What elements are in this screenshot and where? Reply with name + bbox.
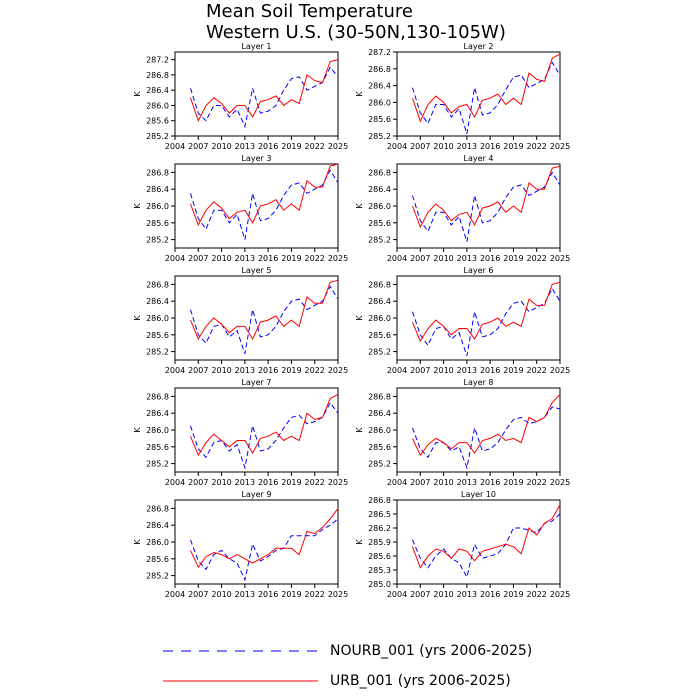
- y-tick-label: 286.8: [146, 70, 169, 80]
- y-tick-label: 286.4: [368, 81, 391, 91]
- y-tick-label: 287.2: [368, 48, 391, 57]
- legend-urb-label: URB_001 (yrs 2006-2025): [330, 673, 511, 689]
- x-tick-label: 2025: [327, 366, 349, 375]
- plot-frame: [175, 276, 338, 360]
- x-tick-label: 2007: [410, 590, 431, 599]
- x-tick-label: 2022: [304, 590, 325, 599]
- urb-series-line: [191, 60, 339, 121]
- panel-title: Layer 6: [463, 266, 494, 275]
- x-tick-label: 2007: [410, 142, 431, 151]
- y-tick-label: 286.4: [146, 521, 169, 531]
- y-tick-label: 286.4: [146, 86, 169, 96]
- x-tick-label: 2010: [211, 590, 232, 599]
- x-tick-label: 2013: [456, 254, 478, 263]
- y-tick-label: 286.4: [146, 185, 169, 195]
- x-tick-label: 2007: [188, 478, 209, 487]
- plot-frame: [397, 500, 560, 584]
- panel-layer-4: [355, 154, 570, 263]
- panel-title: Layer 2: [463, 42, 494, 51]
- urb-series-line: [191, 394, 339, 455]
- figure-title-line-2: Western U.S. (30-50N,130-105W): [206, 22, 506, 43]
- x-tick-label: 2007: [410, 254, 431, 263]
- x-tick-label: 2013: [456, 366, 478, 375]
- y-tick-label: 286.0: [146, 202, 169, 211]
- x-tick-label: 2007: [410, 478, 431, 487]
- x-tick-label: 2022: [304, 478, 325, 487]
- x-tick-label: 2022: [304, 142, 325, 151]
- y-axis-label: K: [355, 91, 364, 97]
- x-tick-label: 2010: [433, 142, 454, 151]
- y-axis-label: K: [133, 427, 142, 433]
- x-tick-label: 2004: [386, 366, 408, 375]
- x-tick-label: 2010: [433, 366, 454, 375]
- y-tick-label: 286.8: [368, 280, 391, 290]
- x-tick-label: 2004: [386, 254, 408, 263]
- panel-layer-10: [355, 490, 570, 599]
- x-tick-label: 2022: [304, 254, 325, 263]
- x-tick-label: 2025: [549, 478, 571, 487]
- legend-nourb-label: NOURB_001 (yrs 2006-2025): [330, 643, 533, 659]
- x-tick-label: 2016: [479, 142, 501, 151]
- x-tick-label: 2025: [549, 366, 571, 375]
- nourb-series-line: [191, 519, 339, 580]
- x-tick-label: 2016: [257, 590, 279, 599]
- y-tick-label: 285.6: [368, 218, 391, 228]
- y-tick-label: 285.6: [146, 218, 169, 228]
- x-tick-label: 2025: [327, 254, 349, 263]
- x-tick-label: 2013: [456, 142, 478, 151]
- urb-series-line: [191, 508, 339, 567]
- x-tick-label: 2022: [526, 254, 547, 263]
- urb-series-line: [413, 166, 561, 227]
- y-tick-label: 285.2: [146, 571, 169, 581]
- x-tick-label: 2013: [456, 590, 478, 599]
- x-tick-label: 2016: [479, 366, 501, 375]
- plot-frame: [175, 388, 338, 472]
- x-tick-label: 2022: [526, 478, 547, 487]
- panel-title: Layer 4: [463, 154, 494, 163]
- y-tick-label: 285.6: [146, 442, 169, 452]
- nourb-series-line: [413, 514, 561, 577]
- x-tick-label: 2022: [526, 142, 547, 151]
- y-tick-label: 286.2: [368, 524, 391, 533]
- x-tick-label: 2022: [526, 590, 547, 599]
- y-axis-label: K: [355, 203, 364, 209]
- y-tick-label: 286.8: [146, 168, 169, 178]
- x-tick-label: 2019: [281, 478, 302, 487]
- figure-title-line-1: Mean Soil Temperature: [206, 1, 413, 22]
- panel-grid: [133, 42, 570, 599]
- y-tick-label: 285.6: [368, 552, 391, 561]
- x-tick-label: 2016: [479, 254, 501, 263]
- x-tick-label: 2016: [257, 254, 279, 263]
- y-tick-label: 285.2: [368, 132, 391, 141]
- y-tick-label: 285.2: [146, 459, 169, 469]
- x-tick-label: 2019: [281, 254, 302, 263]
- y-tick-label: 286.4: [146, 297, 169, 307]
- x-tick-label: 2013: [234, 366, 256, 375]
- y-tick-label: 286.4: [368, 185, 391, 195]
- panel-title: Layer 8: [463, 378, 494, 387]
- y-axis-label: K: [133, 539, 142, 545]
- y-tick-label: 286.8: [368, 64, 391, 74]
- panel-layer-3: [133, 154, 348, 263]
- y-tick-label: 285.3: [368, 566, 391, 575]
- y-tick-label: 285.9: [368, 538, 391, 547]
- x-tick-label: 2004: [164, 478, 186, 487]
- x-tick-label: 2004: [164, 142, 186, 151]
- y-tick-label: 286.4: [146, 409, 169, 419]
- x-tick-label: 2013: [234, 590, 256, 599]
- y-tick-label: 286.0: [146, 314, 169, 323]
- panel-title: Layer 10: [460, 490, 497, 499]
- panel-layer-5: [133, 266, 348, 375]
- panel-layer-6: [355, 266, 570, 375]
- x-tick-label: 2010: [433, 254, 454, 263]
- x-tick-label: 2025: [549, 254, 571, 263]
- x-tick-label: 2010: [433, 590, 454, 599]
- y-tick-label: 286.8: [368, 168, 391, 178]
- panel-layer-1: [133, 42, 348, 151]
- y-tick-label: 285.2: [146, 235, 169, 245]
- x-tick-label: 2010: [433, 478, 454, 487]
- y-tick-label: 285.2: [146, 347, 169, 357]
- panel-layer-8: [355, 378, 570, 487]
- x-tick-label: 2019: [503, 142, 524, 151]
- panel-title: Layer 3: [241, 154, 272, 163]
- y-tick-label: 285.6: [368, 330, 391, 340]
- y-tick-label: 286.0: [368, 314, 391, 323]
- x-tick-label: 2025: [549, 142, 571, 151]
- y-tick-label: 286.8: [146, 280, 169, 290]
- plot-frame: [397, 388, 560, 472]
- y-tick-label: 285.2: [368, 235, 391, 245]
- y-tick-label: 285.6: [146, 116, 169, 126]
- x-tick-label: 2019: [503, 590, 524, 599]
- x-tick-label: 2025: [327, 590, 349, 599]
- x-tick-label: 2022: [304, 366, 325, 375]
- x-tick-label: 2019: [503, 478, 524, 487]
- y-tick-label: 286.0: [368, 202, 391, 211]
- y-tick-label: 286.0: [368, 426, 391, 435]
- x-tick-label: 2004: [164, 254, 186, 263]
- y-tick-label: 285.2: [368, 347, 391, 357]
- urb-series-line: [413, 394, 561, 455]
- x-tick-label: 2016: [257, 478, 279, 487]
- y-tick-label: 286.0: [146, 101, 169, 111]
- x-tick-label: 2007: [188, 142, 209, 151]
- panel-title: Layer 9: [241, 490, 272, 499]
- y-tick-label: 286.4: [368, 409, 391, 419]
- x-tick-label: 2010: [211, 478, 232, 487]
- nourb-series-line: [191, 287, 339, 354]
- y-axis-label: K: [355, 315, 364, 321]
- x-tick-label: 2013: [234, 254, 256, 263]
- x-tick-label: 2007: [188, 366, 209, 375]
- x-tick-label: 2016: [479, 590, 501, 599]
- x-tick-label: 2019: [281, 142, 302, 151]
- x-tick-label: 2004: [386, 590, 408, 599]
- plot-frame: [175, 500, 338, 584]
- x-tick-label: 2010: [211, 142, 232, 151]
- x-tick-label: 2010: [211, 254, 232, 263]
- legend: [163, 643, 532, 689]
- y-tick-label: 286.0: [146, 426, 169, 435]
- y-tick-label: 286.8: [146, 392, 169, 402]
- y-tick-label: 286.0: [368, 98, 391, 108]
- panel-title: Layer 5: [241, 266, 272, 275]
- x-tick-label: 2013: [456, 478, 478, 487]
- x-tick-label: 2007: [188, 590, 209, 599]
- plot-frame: [397, 276, 560, 360]
- x-tick-label: 2019: [503, 254, 524, 263]
- urb-series-line: [191, 280, 339, 339]
- x-tick-label: 2013: [234, 142, 256, 151]
- x-tick-label: 2004: [386, 142, 408, 151]
- y-axis-label: K: [133, 203, 142, 209]
- y-tick-label: 285.2: [146, 132, 169, 141]
- plot-frame: [175, 52, 338, 136]
- urb-series-line: [413, 282, 561, 341]
- plot-frame: [397, 52, 560, 136]
- nourb-series-line: [413, 63, 561, 134]
- y-axis-label: K: [355, 427, 364, 433]
- x-tick-label: 2007: [410, 366, 431, 375]
- x-tick-label: 2016: [257, 142, 279, 151]
- nourb-series-line: [191, 67, 339, 126]
- y-tick-label: 286.8: [146, 504, 169, 514]
- x-tick-label: 2004: [164, 366, 186, 375]
- x-tick-label: 2004: [164, 590, 186, 599]
- nourb-series-line: [413, 407, 561, 468]
- x-tick-label: 2007: [188, 254, 209, 263]
- panel-title: Layer 7: [241, 378, 272, 387]
- nourb-series-line: [413, 289, 561, 356]
- panel-layer-7: [133, 378, 348, 487]
- x-tick-label: 2025: [549, 590, 571, 599]
- y-axis-label: K: [133, 91, 142, 97]
- x-tick-label: 2022: [526, 366, 547, 375]
- x-tick-label: 2004: [386, 478, 408, 487]
- y-axis-label: K: [355, 539, 364, 545]
- y-tick-label: 285.6: [368, 442, 391, 452]
- y-tick-label: 285.6: [146, 554, 169, 564]
- panel-layer-2: [355, 42, 570, 151]
- y-tick-label: 286.5: [368, 510, 391, 519]
- x-tick-label: 2019: [281, 366, 302, 375]
- x-tick-label: 2016: [479, 478, 501, 487]
- x-tick-label: 2025: [327, 478, 349, 487]
- x-tick-label: 2025: [327, 142, 349, 151]
- y-tick-label: 285.6: [368, 115, 391, 125]
- y-tick-label: 287.2: [146, 55, 169, 65]
- x-tick-label: 2013: [234, 478, 256, 487]
- y-tick-label: 285.2: [368, 459, 391, 469]
- plot-frame: [397, 164, 560, 248]
- y-tick-label: 286.0: [146, 538, 169, 547]
- y-tick-label: 285.6: [146, 330, 169, 340]
- y-axis-label: K: [133, 315, 142, 321]
- x-tick-label: 2019: [503, 366, 524, 375]
- x-tick-label: 2010: [211, 366, 232, 375]
- y-tick-label: 286.8: [368, 496, 391, 505]
- urb-series-line: [191, 164, 339, 225]
- x-tick-label: 2016: [257, 366, 279, 375]
- y-tick-label: 285.0: [368, 580, 391, 589]
- urb-series-line: [413, 54, 561, 121]
- panel-title: Layer 1: [241, 42, 272, 51]
- y-tick-label: 286.8: [368, 392, 391, 402]
- y-tick-label: 286.4: [368, 297, 391, 307]
- x-tick-label: 2019: [281, 590, 302, 599]
- panel-layer-9: [133, 490, 348, 599]
